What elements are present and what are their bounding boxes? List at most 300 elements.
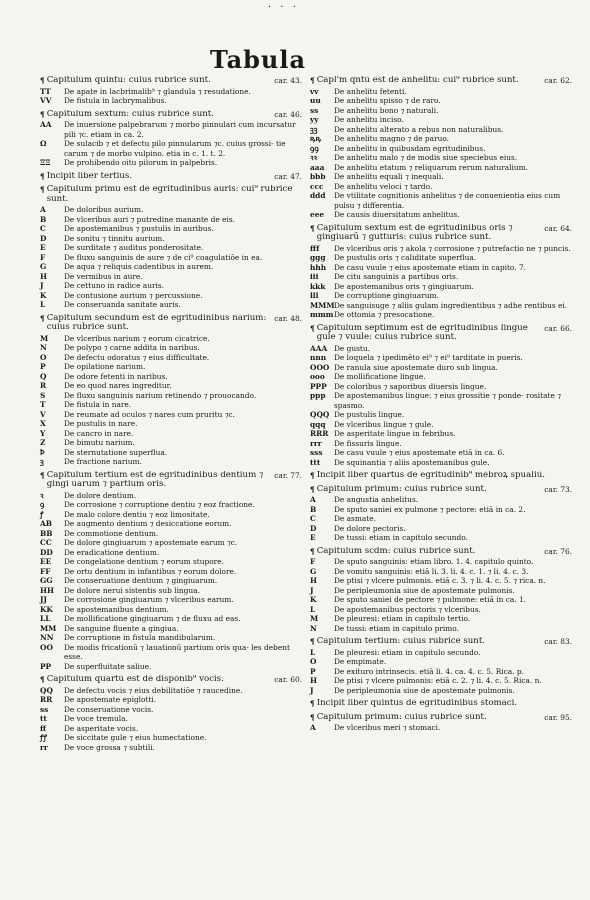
entry-text: De citu sanguinis a partibus oris. (334, 272, 459, 281)
index-entry (40, 548, 302, 558)
entry-text: De eo quod nares ingreditur. (64, 381, 172, 390)
entry-key: ddd (310, 191, 326, 200)
index-entry (40, 643, 302, 662)
entry-text: De angustia anhelitus. (334, 495, 419, 504)
entry-text: De defectu vocis ⁊ eius debilitatiōe ⁊ raucedine. (64, 685, 243, 695)
index-entry (310, 125, 572, 135)
index-entry (310, 657, 572, 667)
index-entry (310, 676, 572, 686)
index-entry (310, 686, 572, 696)
entry-text: De pleuresi: etiam in capitulo secundo. (334, 647, 481, 657)
section-heading (310, 76, 572, 86)
index-entry (310, 448, 572, 458)
index-entry (310, 391, 572, 410)
entry-text: De dolore dentium. (64, 490, 137, 500)
pilcrow-icon: ¶ (310, 484, 315, 494)
pilcrow-icon: ¶ (310, 223, 315, 233)
index-entry (310, 153, 572, 163)
index-entry (40, 538, 302, 548)
index-entry (40, 500, 302, 510)
entry-text: De sputo sanguinis: etiam libro. 1. 4. capitulo quinto. (334, 557, 534, 566)
entry-text: De anhelitu malo ⁊ de modis siue speciebus eius. (334, 153, 518, 162)
entry-text: De apostemanibus pectoris ⁊ vlceribus. (334, 604, 481, 614)
entry-text: De ptisi ⁊ vlcere pulmonis: etiā c. 2. ⁊ li. 4. c. 5. Rica. n. (334, 676, 542, 685)
heading-text: Capitulum primu est de egritudinibus auris: cui⁹ rubrice sunt. (46, 185, 293, 204)
entry-text: De apostemanibus ⁊ pustulis in auribus. (64, 224, 214, 233)
pilcrow-icon: ¶ (40, 675, 45, 684)
entry-text: De squinantia ⁊ aliis apostemanibus gule. (334, 457, 490, 467)
index-entry (310, 301, 572, 311)
heading-text: Capitulum sextum: cuius rubrice sunt. (46, 109, 214, 119)
section-heading (40, 314, 302, 333)
entry-key: FF (40, 566, 51, 576)
entry-text: De conseruanda sanitate auris. (64, 300, 181, 309)
index-entry (310, 144, 572, 154)
index-entry (310, 344, 572, 354)
index-entry (40, 576, 302, 586)
entry-text: De fluxu sanguinis de aure ⁊ de ci⁹ coagulatiōe in ea. (64, 252, 263, 262)
entry-text: De anhelitu fetenti. (334, 86, 407, 96)
index-entry (40, 253, 302, 263)
index-entry (310, 263, 572, 273)
entry-text: De dolore pectoris. (334, 523, 406, 533)
chapter-ref: car. 76. (544, 546, 572, 556)
index-entry (40, 557, 302, 567)
entry-key: J (40, 281, 44, 290)
entry-text: De peripleumonia siue de apostemate pulmonis. (334, 585, 515, 595)
chapter-ref: car. 95. (544, 712, 572, 722)
entry-text: De apate in lacbrimalib⁹ ⁊ glandula ⁊ resudatione. (64, 86, 251, 96)
entry-text: De pleuresi: etiam in capitulo tertio. (334, 614, 471, 623)
top-mark: · · · (268, 2, 299, 13)
index-entry (310, 134, 572, 144)
index-entry (40, 243, 302, 253)
heading-text: Capitulum quartū est de dispōnib⁹ vocis. (46, 675, 224, 684)
chapter-ref: car. 48. (274, 313, 302, 323)
entry-key: MM (40, 623, 57, 633)
entry-key: ss (310, 105, 319, 115)
entry-key: ppp (310, 391, 326, 400)
entry-text: De ranula siue apostemate duro sub lingua. (334, 362, 498, 372)
entry-text: De cancro in nare. (64, 428, 134, 438)
section-heading (40, 76, 302, 86)
index-entry (310, 372, 572, 382)
entry-key: ꝫꝫ (310, 124, 318, 134)
entry-key: OOO (310, 362, 330, 372)
entry-key: aaa (310, 162, 325, 172)
heading-text: Capitulum tertium est de egritudinibus dentium ⁊ gingi uarum ⁊ partium oris. (46, 470, 264, 489)
chapter-ref: car. 83. (544, 637, 572, 646)
entry-key: rrr (310, 438, 322, 448)
index-entry (40, 586, 302, 596)
index-entry (40, 391, 302, 401)
entry-text: De modis fricationū ⁊ lauationū partium oris qua- les debent esse. (64, 642, 290, 661)
entry-key: hhh (310, 262, 327, 272)
index-entry (40, 624, 302, 634)
entry-text: De ottomia ⁊ presocatione. (334, 310, 435, 319)
entry-text: De tussi: etiam in capitulo primo. (334, 623, 459, 633)
index-entry (40, 262, 302, 272)
entry-key: D (310, 523, 317, 533)
entry-text: De anhelitu etatum ⁊ reliquarum rerum naturalium. (334, 162, 529, 172)
index-entry (40, 234, 302, 244)
section-heading (310, 699, 572, 709)
entry-key: PP (40, 661, 52, 671)
entry-key: ꝭꝭ (40, 733, 48, 742)
index-entry (40, 215, 302, 225)
entry-key: CC (40, 538, 52, 547)
entry-text: De vlceribus narium ⁊ eorum cicatrice. (64, 333, 210, 343)
pilcrow-icon: ¶ (310, 323, 315, 333)
entry-text: De ortu dentium in infantibus ⁊ eorum dolore. (64, 566, 237, 576)
entry-text: De corrosione gingiuarum ⁊ vlceribus earum. (64, 595, 234, 604)
entry-key: ccc (310, 181, 324, 191)
index-entry (310, 667, 572, 677)
entry-key: mmm (310, 310, 334, 319)
entry-key: Q (40, 371, 47, 381)
entry-key: C (310, 514, 316, 523)
pilcrow-icon: ¶ (310, 471, 315, 480)
index-entry (40, 743, 302, 753)
index-entry (310, 191, 572, 210)
section-heading (40, 471, 302, 490)
entry-text: De voce grossa ⁊ subtili. (64, 742, 155, 752)
entry-text: De reumate ad oculos ⁊ nares cum pruritu ⁊c. (64, 409, 235, 419)
entry-key: sss (310, 448, 323, 457)
entry-key: L (310, 604, 316, 614)
entry-key: JJ (40, 595, 47, 604)
entry-text: De casu vuule ⁊ eius apostemate etiam in capito. 7. (334, 262, 526, 272)
entry-text: De sulacib ⁊ et defectu pilo pinnularum ⁊c. cuius grossi- tie carum ⁊ de morbo vulpino. etia in c. 1. t. 2. (64, 139, 286, 158)
entry-key: S (40, 390, 46, 400)
entry-text: De polypo ⁊ carne addita in naribus. (64, 343, 200, 352)
index-entry (40, 429, 302, 439)
entry-key: RRR (310, 429, 329, 438)
entry-key: P (310, 666, 316, 676)
entry-key: G (40, 262, 47, 271)
index-entry (40, 510, 302, 520)
index-entry (40, 362, 302, 372)
index-entry (40, 695, 302, 705)
index-entry (40, 353, 302, 363)
entry-key: B (310, 504, 317, 514)
index-entry (40, 419, 302, 429)
entry-text: De conseruatione dentium ⁊ gingiuarum. (64, 576, 218, 585)
index-entry (40, 491, 302, 501)
heading-text: Capl'm qntū est de anhelitu: cui⁹ rubrice sunt. (316, 76, 519, 85)
chapter-ref: car. 66. (544, 323, 572, 333)
entry-text: De mollificatione lingue. (334, 372, 426, 381)
index-entry (40, 400, 302, 410)
entry-text: De gustu. (334, 343, 371, 353)
entry-text: De voce tremula. (64, 714, 128, 723)
entry-key: DD (40, 547, 53, 557)
index-entry (310, 514, 572, 524)
index-entry (40, 686, 302, 696)
index-entry (40, 343, 302, 353)
index-entry (310, 429, 572, 439)
entry-text: De vlceribus oris ⁊ akola ⁊ corrosione ⁊ putrefactio ne ⁊ puncis. (334, 243, 571, 253)
index-entry (310, 353, 572, 363)
entry-text: De exituro intrinsecis. etiā li. 4. ca. 4. c. 5. Rica. p. (334, 666, 524, 676)
entry-key: bbb (310, 172, 326, 181)
index-entry (310, 439, 572, 449)
index-entry (40, 96, 302, 106)
pilcrow-icon: ¶ (310, 699, 315, 708)
index-entry (310, 272, 572, 282)
entry-key: ꝛ (40, 490, 44, 500)
entry-text: De anhelitu bono ⁊ naturali. (334, 105, 439, 115)
entry-key: N (310, 623, 317, 633)
entry-key: ꝯꝯ (310, 143, 319, 153)
heading-text: Incipit liber quartus de egritudinib⁹ mēbroꝝ spualiū. (316, 471, 545, 480)
entry-text: De malo colore dentiu ⁊ eoz limositate. (64, 509, 210, 519)
entry-text: De vlceribus auri ⁊ putredine manante de eis. (64, 214, 235, 224)
entry-key: N (40, 343, 47, 352)
entry-key: ꝛꝛ (310, 153, 318, 162)
section-heading (310, 637, 572, 647)
entry-key: R (40, 381, 47, 390)
entry-text: De asperitate vocis. (64, 723, 139, 733)
entry-text: De vtilitate cognitionis anhelitus ⁊ de conuenientia eius cum pulsu ⁊ differentia. (334, 191, 561, 210)
entry-text: De tussi: etiam in capitulo secundo. (334, 533, 468, 542)
entry-key: E (40, 243, 46, 252)
entry-key: KK (40, 604, 53, 614)
entry-text: De bimutu narium. (64, 438, 135, 447)
index-entry (40, 300, 302, 310)
entry-text: De sanguisuge ⁊ aliis gulam ingredientibus ⁊ adhe rentibus ei. (334, 300, 568, 310)
section-heading (310, 485, 572, 495)
index-entry (40, 529, 302, 539)
index-entry (310, 576, 572, 586)
index-entry (40, 614, 302, 624)
entry-text: De anhelitu magno ⁊ de paruo. (334, 134, 450, 143)
index-entry (40, 662, 302, 672)
entry-text: De causis diuersitatum anhelitus. (334, 210, 460, 219)
entry-text: De loquela ⁊ ipedimēto ei⁹ ⁊ ei⁹ tarditate in pueris. (334, 353, 523, 362)
entry-text: De fissuris lingue. (334, 438, 402, 448)
index-entry (310, 382, 572, 392)
entry-key: EE (40, 557, 52, 566)
index-entry (310, 624, 572, 634)
index-entry (310, 567, 572, 577)
index-entry (40, 158, 302, 168)
index-entry (310, 410, 572, 420)
entry-key: AB (40, 519, 52, 528)
entry-text: De anhelitu spisso ⁊ de raro. (334, 96, 441, 105)
entry-text: De fistula in lacbrymalibus. (64, 96, 167, 105)
pilcrow-icon: ¶ (40, 185, 45, 194)
chapter-ref: car. 77. (274, 470, 302, 480)
entry-key: rr (40, 742, 48, 752)
chapter-ref: car. 64. (544, 223, 572, 233)
entry-key: BB (40, 528, 53, 538)
entry-text: De anhelitu alterato a rebus non naturalibus. (334, 124, 504, 134)
right-column (310, 72, 572, 733)
pilcrow-icon: ¶ (310, 637, 315, 646)
index-entry (40, 448, 302, 458)
entry-text: De eradicatione dentium. (64, 547, 160, 557)
entry-text: De apostemate epiglotti. (64, 695, 157, 704)
index-entry (310, 495, 572, 505)
heading-text: Capitulum sextum est de egritudinibus oris ⁊ gingiuarū ⁊ gutturis: cuius rubrice sunt. (316, 223, 513, 242)
entry-text: De fistula in nare. (64, 400, 132, 409)
heading-text: Incipit liber tertius. (46, 171, 133, 181)
entry-text: De odore fetenti in naribus. (64, 371, 168, 381)
entry-key: ooo (310, 372, 325, 381)
index-entry (40, 272, 302, 282)
entry-key: E (310, 533, 316, 542)
chapter-ref: car. 62. (544, 76, 572, 85)
entry-text: De siccitate gule ⁊ eius humectatione. (64, 733, 207, 742)
index-entry (310, 648, 572, 658)
chapter-ref: car. 60. (274, 675, 302, 684)
section-heading (40, 172, 302, 182)
pilcrow-icon: ¶ (40, 171, 45, 181)
index-entry (40, 281, 302, 291)
index-entry (310, 723, 572, 733)
entry-text: De empimate. (334, 657, 387, 666)
chapter-ref: car. 43. (274, 76, 302, 85)
heading-text: Incipit liber quintus de egritudinibus stomaci. (316, 699, 518, 708)
index-entry (310, 182, 572, 192)
index-entry (310, 586, 572, 596)
index-entry (310, 605, 572, 615)
entry-key: O (40, 352, 47, 362)
entry-text: De prohibendo oitu pilorum in palpebris. (64, 158, 218, 167)
index-entry (40, 567, 302, 577)
entry-key: AA (40, 120, 52, 129)
entry-text: De pustulis in nare. (64, 419, 138, 428)
entry-text: De vermibus in aure. (64, 271, 143, 281)
heading-text: Capitulum scdm: cuius rubrice sunt. (316, 546, 476, 556)
entry-text: De aqua ⁊ reliquis cadentibus in aurem. (64, 262, 214, 271)
index-entry (310, 533, 572, 543)
index-entry (310, 595, 572, 605)
pilcrow-icon: ¶ (310, 712, 315, 722)
pilcrow-icon: ¶ (40, 109, 45, 119)
entry-text: De anhelitu inciso. (334, 115, 404, 124)
entry-text: De conseruatione vocis. (64, 704, 154, 714)
entry-key: H (310, 676, 317, 685)
index-entry (310, 87, 572, 97)
entry-key: nnn (310, 353, 327, 362)
heading-text: Capitulum tertium: cuius rubrice sunt. (316, 637, 486, 646)
index-entry (40, 139, 302, 158)
index-entry (310, 505, 572, 515)
index-entry (40, 724, 302, 734)
entry-key: eee (310, 210, 325, 219)
index-entry (310, 363, 572, 373)
index-entry (310, 106, 572, 116)
entry-text: De vomitu sanguinis: etiā li. 3. li. 4. c. 1. ⁊ li. 4. c. 3. (334, 566, 529, 576)
entry-key: AAA (310, 343, 328, 353)
entry-key: K (310, 595, 317, 604)
entry-text: De sanguine fluente a gingiua. (64, 623, 179, 633)
entry-key: Y (40, 428, 46, 438)
heading-text: Capitulum secundum est de egritudinibus narium: cuius rubrice sunt. (46, 313, 267, 332)
index-entry (310, 310, 572, 320)
index-entry (40, 633, 302, 643)
entry-key: A (310, 723, 316, 732)
index-entry (310, 614, 572, 624)
entry-key: ff (40, 723, 47, 733)
entry-key: OO (40, 642, 53, 652)
entry-key: K (40, 290, 47, 300)
entry-key: F (40, 252, 46, 262)
index-entry (40, 291, 302, 301)
entry-key: ꝭ (40, 509, 44, 519)
entry-key: RR (40, 695, 53, 704)
entry-key: Ꝥ (40, 447, 45, 457)
entry-key: B (40, 214, 47, 224)
index-entry (40, 205, 302, 215)
entry-text: De contusione aurium ⁊ percussione. (64, 290, 203, 300)
section-heading (310, 713, 572, 723)
entry-key: ttt (310, 457, 321, 467)
entry-key: ꝶꝶ (310, 134, 322, 143)
entry-text: De dolore gingiuarum ⁊ apostemate earum ⁊c. (64, 538, 238, 547)
index-entry (40, 714, 302, 724)
entry-text: De anhelitu equali ⁊ inequali. (334, 172, 444, 181)
entry-text: De apostemanibus lingue: ⁊ eius grossitie ⁊ ponde- rositate ⁊ spasmo. (334, 391, 561, 410)
entry-key: L (40, 300, 46, 309)
entry-text: De vlceribus lingue ⁊ gule. (334, 419, 434, 429)
entry-key: yy (310, 115, 319, 124)
entry-key: fff (310, 243, 320, 253)
entry-text: De fluxu sanguinis narium retinendo ⁊ prouocando. (64, 390, 257, 400)
index-entry (310, 210, 572, 220)
entry-text: De coloribus ⁊ saporibus diuersis lingue. (334, 381, 487, 391)
entry-text: De doloribus aurium. (64, 205, 144, 214)
entry-key: GG (40, 576, 53, 585)
entry-key: F (310, 557, 316, 566)
entry-key: ss (40, 704, 49, 714)
heading-text: Capitulum primum: cuius rubrice sunt. (316, 712, 487, 722)
entry-text: De ptisi ⁊ vlcere pulmonis. etiā c. 3. ⁊ li. 4. c. 5. ⁊ rica. n. (334, 576, 546, 585)
pilcrow-icon: ¶ (40, 470, 45, 480)
section-heading (310, 547, 572, 557)
entry-key: qqq (310, 419, 326, 429)
heading-text: Capitulum septimum est de egritudinibus lingue gule ⁊ vuule: cuius rubrice sunt. (316, 323, 528, 342)
entry-text: De inuersione palpebrarum ⁊ morbo pinnulari cum incursatur pili ⁊c. etiam in ca. 2. (64, 120, 296, 139)
section-heading (40, 675, 302, 685)
heading-text: Capitulum quintu: cuius rubrice sunt. (46, 76, 211, 85)
index-entry (40, 705, 302, 715)
entry-key: QQ (40, 685, 53, 695)
entry-key: J (310, 585, 314, 595)
entry-key: P (40, 362, 46, 371)
entry-text: De pustulis lingue. (334, 410, 405, 419)
entry-text: De peripleumonia siue de apostemate pulmonis. (334, 685, 515, 695)
entry-text: De anhelitu veloci ⁊ tardo. (334, 181, 433, 191)
entry-key: A (40, 205, 46, 214)
entry-key: MMM (310, 300, 335, 310)
entry-key: HH (40, 585, 54, 595)
index-entry (40, 381, 302, 391)
index-entry (310, 291, 572, 301)
entry-key: TT (40, 86, 51, 96)
pilcrow-icon: ¶ (310, 546, 315, 556)
pilcrow-icon: ¶ (40, 313, 45, 323)
entry-key: ΞΞ (40, 158, 51, 167)
entry-key: lll (310, 291, 319, 300)
index-entry (310, 557, 572, 567)
section-heading (40, 185, 302, 204)
heading-text: Capitulum primum: cuius rubrice sunt. (316, 484, 487, 494)
entry-key: iii (310, 272, 319, 281)
entry-text: De sternutatione superflua. (64, 447, 168, 457)
